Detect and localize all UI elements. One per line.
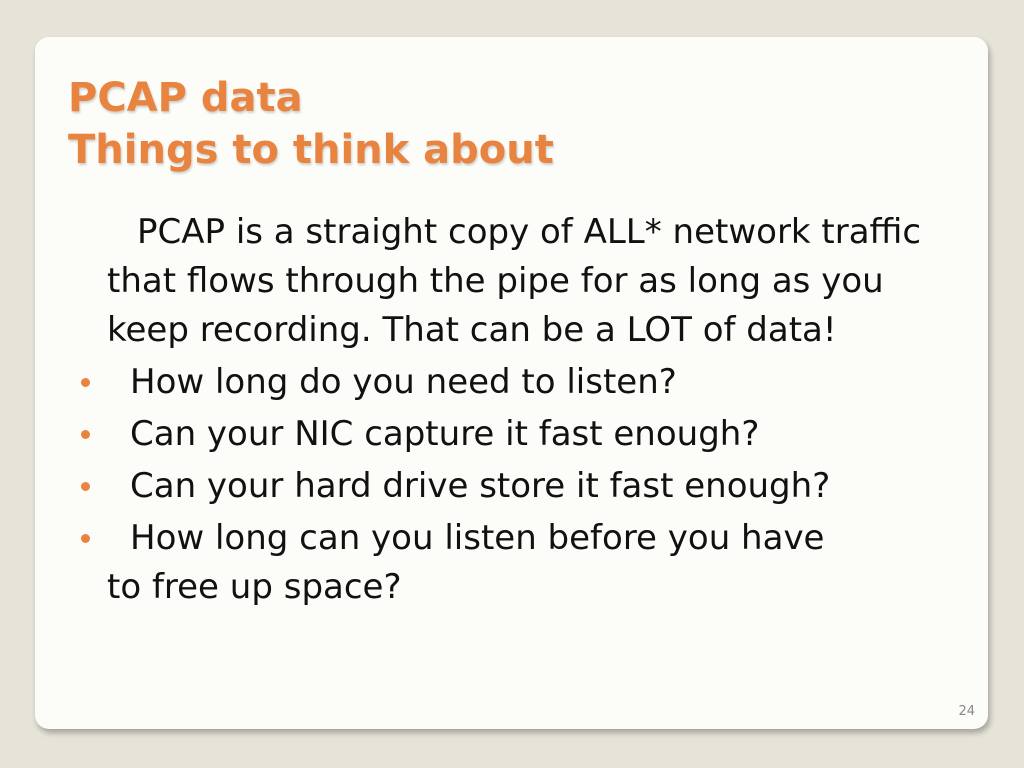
bullet-item bbox=[78, 462, 950, 511]
title-line-1: PCAP data bbox=[68, 75, 303, 121]
bullet-text: How long can you listen before you have bbox=[130, 518, 825, 558]
bullet-dot-icon bbox=[81, 378, 90, 387]
bullet-item bbox=[78, 358, 950, 407]
bullet-item bbox=[78, 514, 950, 612]
intro-paragraph: PCAP is a straight copy of ALL* network traffic that flows through the pipe for as long as you keep recording. That can be a LOT of data! bbox=[107, 212, 922, 350]
bullet-list bbox=[78, 358, 978, 612]
page-number: 24 bbox=[958, 704, 975, 719]
bullet-text-continuation: to free up space? bbox=[107, 567, 402, 607]
slide-body bbox=[78, 208, 978, 612]
title-line-2: Things to think about bbox=[68, 127, 554, 173]
bullet-item bbox=[78, 410, 950, 459]
bullet-text: Can your hard drive store it fast enough? bbox=[130, 466, 831, 506]
bullet-text: How long do you need to listen? bbox=[130, 362, 677, 402]
slide-title bbox=[68, 72, 554, 176]
bullet-text: Can your NIC capture it fast enough? bbox=[130, 414, 760, 454]
bullet-dot-icon bbox=[81, 534, 90, 543]
bullet-dot-icon bbox=[81, 482, 90, 491]
bullet-dot-icon bbox=[81, 430, 90, 439]
